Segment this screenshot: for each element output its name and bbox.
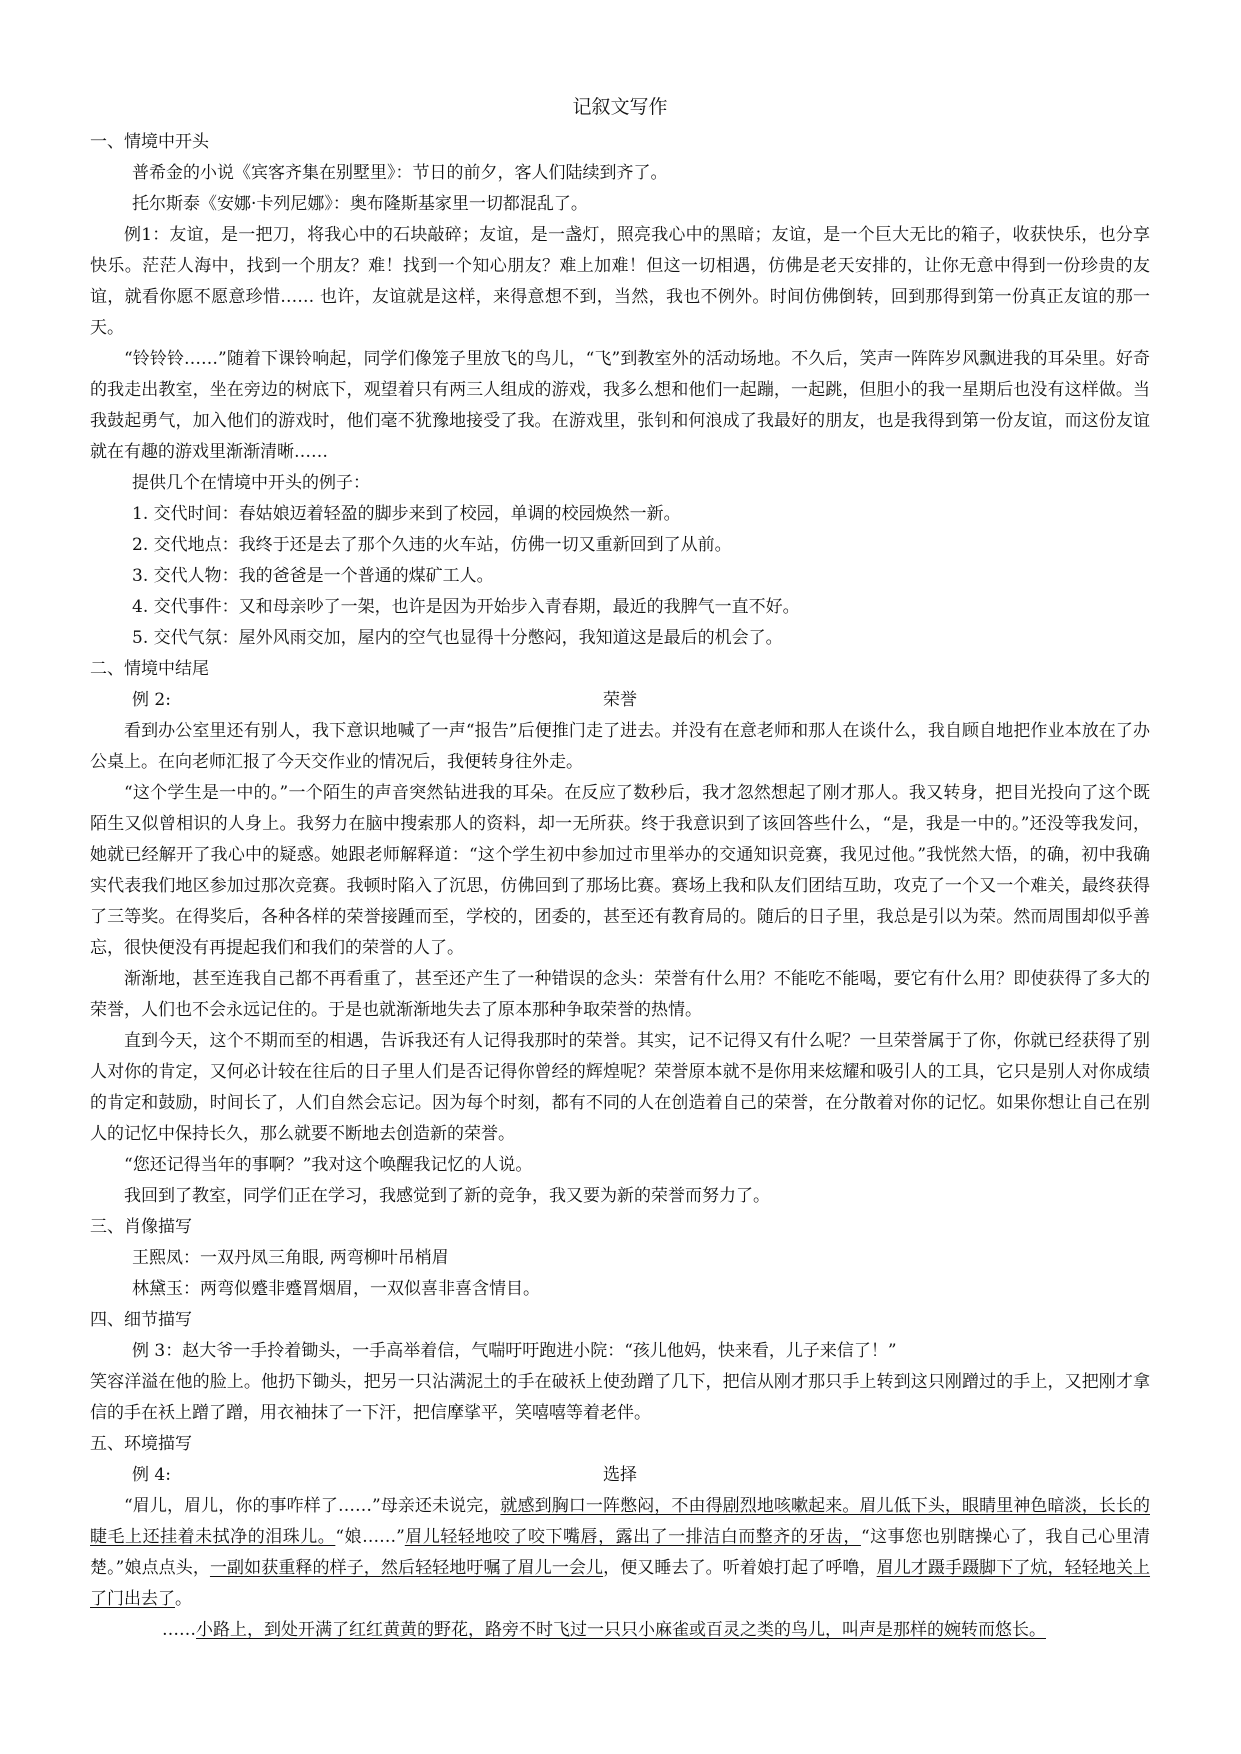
list-item: 4. 交代事件：又和母亲吵了一架，也许是因为开始步入青春期，最近的我脾气一直不好。 (132, 597, 800, 617)
example-1-paragraph: 例1：友谊，是一把刀，将我心中的石块敲碎；友谊，是一盏灯，照亮我心中的黑暗；友谊，是一个巨大无比的箱子，收获快乐，也分享快乐。茫茫人海中，找到一个朋友？难！找到一个知心朋友？难上加难！但这一切相遇，仿佛是老天安排的，让你无意中得到一份珍贵的友谊，就看你愿不愿意珍惜…… 也许，友谊就是这样，来得意想不到，当然，我也不例外。时间仿佛倒转，回到那得到第一份真正友谊的那一天。 (90, 225, 1150, 338)
underlined-text: 眉儿才蹑手蹑脚下了炕，轻轻地关上了门出去了 (90, 1558, 1151, 1609)
portrait-line: 林黛玉：两弯似蹙非蹙罥烟眉，一双似喜非喜含情目。 (132, 1279, 540, 1299)
essay-paragraph: 渐渐地，甚至连我自己都不再看重了，甚至还产生了一种错误的念头：荣誉有什么用？不能吃不能喝，要它有什么用？即使获得了多大的荣誉，人们也不会永远记住的。于是也就渐渐地失去了原本那种争取荣誉的热情。 (90, 969, 1150, 1020)
example-3-first-line: 例 3：赵大爷一手拎着锄头，一手高举着信，气喘吁吁跑进小院：“孩儿他妈，快来看，儿子来信了！” (132, 1341, 897, 1361)
example-1-paragraph: “铃铃铃……”随着下课铃响起，同学们像笼子里放飞的鸟儿，“飞”到教室外的活动场地。不久后，笑声一阵阵岁风飘进我的耳朵里。好奇的我走出教室，坐在旁边的树底下，观望着只有两三人组成的游戏，我多么想和他们一起蹦，一起跳，但胆小的我一星期后也没有这样做。当我鼓起勇气，加入他们的游戏时，他们毫不犹豫地接受了我。在游戏里，张钊和何浪成了我最好的朋友，也是我得到第一份友谊，而这份友谊就在有趣的游戏里渐渐清晰…… (90, 349, 1150, 462)
opening-example-line: 普希金的小说《宾客齐集在别墅里》：节日的前夕，客人们陆续到齐了。 (132, 163, 668, 183)
text-run: “这事您也别瞎操心了，我自己心里清楚。”娘点点头， (90, 1527, 1151, 1578)
section-4-heading: 四、细节描写 (90, 1310, 192, 1330)
essay-paragraph: 直到今天，这个不期而至的相遇，告诉我还有人记得我那时的荣誉。其实，记不记得又有什么呢？一旦荣誉属于了你，你就已经获得了别人对你的肯定，又何必计较在往后的日子里人们是否记得你曾经的辉煌呢？荣誉原本就不是你用来炫耀和吸引人的工具，它只是别人对你成绩的肯定和鼓励，时间长了，人们自然会忘记。因为每个时刻，都有不同的人在创造着自己的荣誉，在分散着对你的记忆。如果你想让自己在别人的记忆中保持长久，那么就要不断地去创造新的荣誉。 (90, 1031, 1150, 1144)
list-item: 3. 交代人物：我的爸爸是一个普通的煤矿工人。 (132, 566, 494, 586)
environment-paragraph (90, 1491, 1150, 1615)
document-title: 记叙文写作 (572, 96, 668, 118)
section-2-heading: 二、情境中结尾 (90, 659, 209, 679)
text-run: 。 (175, 1589, 192, 1609)
list-item: 5. 交代气氛：屋外风雨交加，屋内的空气也显得十分憋闷，我知道这是最后的机会了。 (132, 628, 783, 648)
example-label: 例 4: (132, 1465, 171, 1485)
underlined-text: 小路上，到处开满了红红黄黄的野花，路旁不时飞过一只只小麻雀或百灵之类的鸟儿，叫声是那样的婉转而悠长。 (196, 1620, 1046, 1640)
opening-example-line: 托尔斯泰《安娜·卡列尼娜》：奥布隆斯基家里一切都混乱了。 (132, 194, 588, 214)
example-label: 例 2: (132, 690, 171, 710)
portrait-line: 王熙凤：一双丹凤三角眼, 两弯柳叶吊梢眉 (132, 1248, 449, 1268)
essay-paragraph: “这个学生是一中的。”一个陌生的声音突然钻进我的耳朵。在反应了数秒后，我才忽然想起了刚才那人。我又转身，把目光投向了这个既陌生又似曾相识的人身上。我努力在脑中搜索那人的资料，却一无所获。终于我意识到了该回答些什么，“是，我是一中的。”还没等我发问，她就已经解开了我心中的疑惑。她跟老师解释道：“这个学生初中参加过市里举办的交通知识竞赛，我见过他。”我恍然大悟，的确，初中我确实代表我们地区参加过那次竞赛。我顿时陷入了沉思，仿佛回到了那场比赛。赛场上我和队友们团结互助，攻克了一个又一个难关，最终获得了三等奖。在得奖后，各种各样的荣誉接踵而至，学校的，团委的，甚至还有教育局的。随后的日子里，我总是引以为荣。然而周围却似乎善忘，很快便没有再提起我们和我们的荣誉的人了。 (90, 783, 1150, 958)
environment-paragraph (90, 1615, 1150, 1646)
essay-title: 选择 (603, 1465, 637, 1485)
section-3-heading: 三、肖像描写 (90, 1217, 192, 1237)
text-run: ，便又睡去了。听着娘打起了呼噜， (603, 1558, 877, 1578)
list-intro: 提供几个在情境中开头的例子： (132, 473, 370, 493)
section-1-heading: 一、情境中开头 (90, 132, 209, 152)
essay-paragraph: 看到办公室里还有别人，我下意识地喊了一声“报告”后便推门走了进去。并没有在意老师和那人在谈什么，我自顾自地把作业本放在了办公桌上。在向老师汇报了今天交作业的情况后，我便转身往外走。 (90, 721, 1150, 772)
text-run: “眉儿，眉儿，你的事咋样了……”母亲还未说完， (124, 1496, 501, 1516)
underlined-text: 就感到胸口一阵憋闷，不由得剧烈地咳嗽起来。眉儿低下头，眼睛里神色暗淡，长长的睫毛上还挂着未拭净的泪珠儿。 (90, 1496, 1150, 1547)
underlined-text: 一副如获重释的样子，然后轻轻地吁嘱了眉儿一会儿 (209, 1558, 604, 1578)
essay-paragraph: “您还记得当年的事啊？”我对这个唤醒我记忆的人说。 (124, 1155, 533, 1175)
list-item: 1. 交代时间：春姑娘迈着轻盈的脚步来到了校园，单调的校园焕然一新。 (132, 504, 681, 524)
example-3-continuation: 笑容洋溢在他的脸上。他扔下锄头，把另一只沾满泥土的手在破袄上使劲蹭了几下，把信从刚才那只手上转到这只刚蹭过的手上，又把刚才拿信的手在袄上蹭了蹭，用衣袖抹了一下汗，把信摩挲平，笑嘻嘻等着老伴。 (90, 1372, 1150, 1423)
essay-paragraph: 我回到了教室，同学们正在学习，我感觉到了新的竞争，我又要为新的荣誉而努力了。 (124, 1186, 770, 1206)
example-2-header (90, 685, 1150, 716)
section-5-heading: 五、环境描写 (90, 1434, 192, 1454)
document-page (90, 92, 1150, 1646)
essay-title: 荣誉 (603, 690, 637, 710)
text-run: “娘……” (335, 1527, 405, 1547)
list-item: 2. 交代地点：我终于还是去了那个久违的火车站，仿佛一切又重新回到了从前。 (132, 535, 732, 555)
text-run: …… (162, 1620, 196, 1640)
underlined-text: 眉儿轻轻地咬了咬下嘴唇，露出了一排洁白而整齐的牙齿， (404, 1527, 861, 1547)
example-4-header (90, 1460, 1150, 1491)
